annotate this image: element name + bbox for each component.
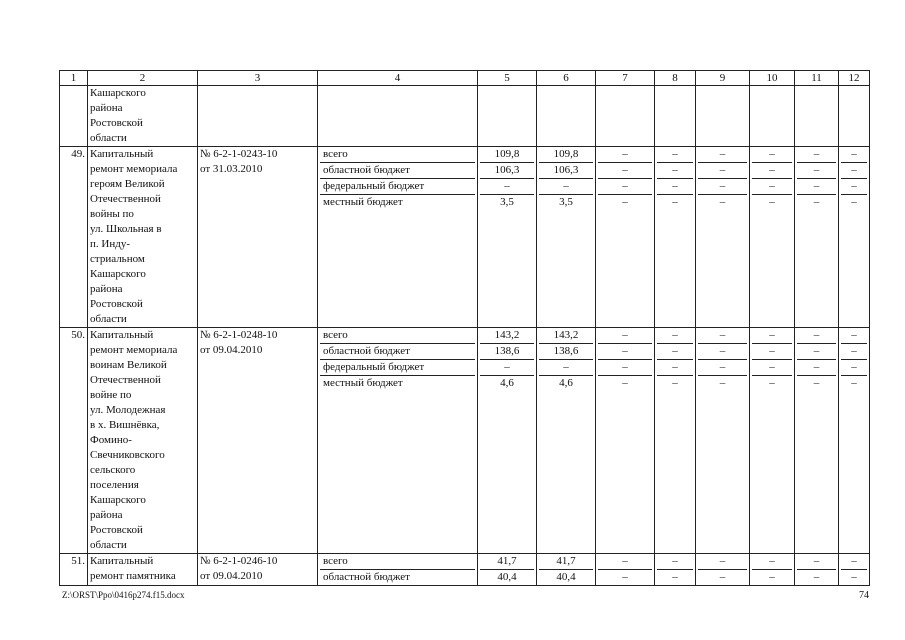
cell-value: – [598,554,652,570]
value-cell-c11 [795,328,839,554]
cell-value: – [769,377,775,389]
table-body [60,71,870,586]
cell-value: – [752,344,792,360]
value-cell-c6 [537,147,596,328]
column-number: 3 [198,71,318,86]
value-cell-c9 [696,328,750,554]
funding-source-label: федеральный бюджет [320,360,475,376]
cell-value: – [719,196,726,208]
cell-value: – [598,328,652,344]
column-number: 9 [696,71,750,86]
cell-value: – [622,377,628,389]
document-reference: № 6-2-1-0248-10 от 09.04.2010 [198,328,318,554]
cell-value: – [657,344,693,360]
value-cell-c5 [478,554,537,586]
cell-value: – [841,163,867,179]
document-reference: № 6-2-1-0246-10 от 09.04.2010 [198,554,318,586]
value-cell-c11 [795,554,839,586]
value-cell-c6 [537,328,596,554]
table-row [60,147,870,328]
cell-value: – [657,554,693,570]
file-path: Z:\ORST\Ppo\0416p274.f15.docx [62,590,185,600]
cell-value: 41,7 [539,554,593,570]
row-number: 49. [60,147,88,328]
value-cell-c5 [478,147,537,328]
funding-source-label: всего [320,554,475,570]
cell-value: – [752,147,792,163]
column-number: 11 [795,71,839,86]
funding-source-label: областной бюджет [320,344,475,360]
cell-value: – [598,344,652,360]
page-number: 74 [859,590,869,601]
value-cell-c12 [839,554,870,586]
cell-value: – [598,163,652,179]
cell-value: – [719,571,726,583]
cell-value: – [480,179,534,195]
cell-value: – [698,554,747,570]
cell-value: – [719,377,726,389]
value-cell-c7 [596,328,655,554]
cell-value: – [841,147,867,163]
column-number: 6 [537,71,596,86]
cell-value: 109,8 [480,147,534,163]
cell-value: – [622,196,628,208]
column-number: 5 [478,71,537,86]
cell-value: 143,2 [480,328,534,344]
cell-value: – [698,328,747,344]
row-number: 50. [60,328,88,554]
cell-value: – [698,360,747,376]
cell-value: – [657,179,693,195]
cell-value: 106,3 [539,163,593,179]
cell-value: – [752,179,792,195]
cell-value: – [797,147,836,163]
funding-source-label: местный бюджет [323,377,403,389]
cell-value: – [480,360,534,376]
object-name: Капитальный ремонт мемориала героям Великой Отечественной войны по ул. Школьная в п. Инду- стриальном Кашарского района Ростовской области [88,147,198,328]
value-cell-c11 [795,147,839,328]
value-cell-c12 [839,147,870,328]
cell-value: 41,7 [480,554,534,570]
cell-value: – [797,554,836,570]
column-number: 10 [750,71,795,86]
cell-value: – [657,163,693,179]
funding-source-cell [318,554,478,586]
cell-value: – [539,360,593,376]
cell-value: – [672,196,678,208]
cell-value: – [698,344,747,360]
cell-value: – [797,328,836,344]
object-name: Капитальный ремонт памятника [88,554,198,586]
value-cell-c9 [696,147,750,328]
funding-source-label: федеральный бюджет [320,179,475,195]
cell-value: – [851,377,857,389]
value-cell-c8 [655,554,696,586]
cell-value: – [698,147,747,163]
value-cell-c6 [537,554,596,586]
cell-value: – [672,571,678,583]
funding-source-cell [318,328,478,554]
cell-value: 138,6 [539,344,593,360]
cell-value: – [841,179,867,195]
value-cell-c8 [655,328,696,554]
funding-source-label: всего [320,147,475,163]
column-number: 2 [88,71,198,86]
cell-value: 4,6 [559,377,573,389]
cell-value: – [841,360,867,376]
cell-value: 109,8 [539,147,593,163]
value-cell-c10 [750,328,795,554]
cell-value: – [769,196,775,208]
cell-value: – [752,163,792,179]
cell-value: – [797,360,836,376]
cell-value: – [851,196,857,208]
cell-value: – [797,344,836,360]
cell-value: – [598,179,652,195]
cell-value: – [813,196,820,208]
table-row [60,328,870,554]
funding-source-label: областной бюджет [323,571,410,583]
cell-value: – [841,344,867,360]
column-number: 4 [318,71,478,86]
value-cell-c5 [478,328,537,554]
cell-value: 138,6 [480,344,534,360]
value-cell-c12 [839,328,870,554]
cell-value: – [769,571,775,583]
funding-source-label: областной бюджет [320,163,475,179]
funding-source-label: местный бюджет [323,196,403,208]
document-reference: № 6-2-1-0243-10 от 31.03.2010 [198,147,318,328]
document-page [59,70,869,586]
column-number: 12 [839,71,870,86]
column-number: 1 [60,71,88,86]
cell-value: – [657,360,693,376]
cell-value: – [841,328,867,344]
cell-value: 40,4 [556,571,576,583]
cell-value: – [797,163,836,179]
object-name: Кашарского района Ростовской области [88,86,198,147]
cell-value: 143,2 [539,328,593,344]
value-cell-c8 [655,147,696,328]
cell-value: 40,4 [497,571,517,583]
continuation-row [60,86,870,147]
cell-value: – [657,328,693,344]
funding-source-label: всего [320,328,475,344]
column-number-row [60,71,870,86]
cell-value: – [752,328,792,344]
cell-value: – [752,360,792,376]
value-cell-c10 [750,554,795,586]
financing-table [59,70,870,586]
cell-value: 4,6 [500,377,514,389]
cell-value: – [672,377,678,389]
cell-value: – [698,163,747,179]
funding-source-cell [318,147,478,328]
cell-value: – [598,360,652,376]
table-row [60,554,870,586]
value-cell-c7 [596,554,655,586]
value-cell-c10 [750,147,795,328]
cell-value: – [752,554,792,570]
cell-value: – [539,179,593,195]
cell-value: – [851,571,857,583]
value-cell-c9 [696,554,750,586]
cell-value: – [813,571,820,583]
cell-value: – [622,571,628,583]
cell-value: – [841,554,867,570]
object-name: Капитальный ремонт мемориала воинам Великой Отечественной войне по ул. Молодежная в х. Вишнёвка, Фомино- Свечниковского сельского поселения Кашарского района Ростовской области [88,328,198,554]
cell-value: – [797,179,836,195]
row-number: 51. [60,554,88,586]
cell-value: – [813,377,820,389]
value-cell-c7 [596,147,655,328]
cell-value: 3,5 [559,196,573,208]
cell-value: – [698,179,747,195]
column-number: 8 [655,71,696,86]
cell-value: 106,3 [480,163,534,179]
cell-value: – [598,147,652,163]
column-number: 7 [596,71,655,86]
cell-value: – [657,147,693,163]
cell-value: 3,5 [500,196,514,208]
